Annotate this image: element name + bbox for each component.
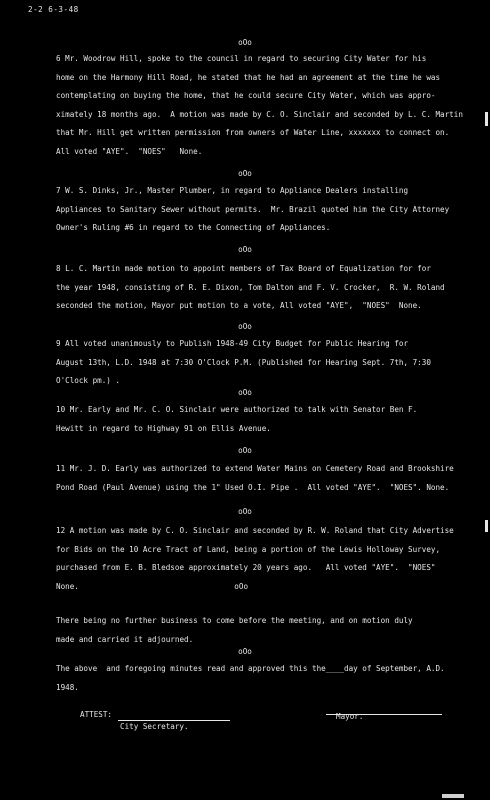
minutes-item-8: 8 L. C. Martin made motion to appoint members of Tax Board of Equalization for for the year 1948, consisting of R. E. Dixon, Tom Dalton and F. V. Crocker, R. W. Roland seconded the motion, Mayor put motion to a vote, All voted "AYE", "NOES" None. <box>56 264 445 311</box>
separator: oOo <box>238 322 252 331</box>
separator: oOo <box>238 647 252 656</box>
scan-edge-mark <box>485 520 488 532</box>
page-header: 2-2 6-3-48 <box>28 5 79 14</box>
separator: oOo <box>238 38 252 47</box>
minutes-item-7: 7 W. S. Dinks, Jr., Master Plumber, in regard to Appliance Dealers installing Appliances to Sanitary Sewer without permits. Mr. Brazil quoted him the City Attorney Owner's Ruling #6 in regard to the Connecting of Appliances. <box>56 186 450 233</box>
adjournment-paragraph: There being no further business to come before the meeting, and on motion duly made and carried it adjourned. <box>56 616 413 644</box>
approval-paragraph: The above and foregoing minutes read and approved this the____day of September, A.D. 1948. <box>56 664 445 692</box>
minutes-item-11: 11 Mr. J. D. Early was authorized to extend Water Mains on Cemetery Road and Brookshire Pond Road (Paul Avenue) using the 1" Used O.I. Pipe . All voted "AYE". "NOES". None. <box>56 464 454 492</box>
separator: oOo <box>238 169 252 178</box>
scan-edge-mark <box>485 112 488 126</box>
scan-artifact-mark <box>442 794 464 798</box>
separator: oOo <box>238 446 252 455</box>
minutes-item-10: 10 Mr. Early and Mr. C. O. Sinclair were authorized to talk with Senator Ben F. Hewitt in regard to Highway 91 on Ellis Avenue. <box>56 405 418 433</box>
separator: oOo <box>238 507 252 516</box>
separator: oOo <box>238 388 252 397</box>
attest-signature-line <box>118 720 230 721</box>
minutes-item-6: 6 Mr. Woodrow Hill, spoke to the council in regard to securing City Water for his home on the Harmony Hill Road, he stated that he had an agreement at the time he was contemplating on buying the home, that he could secure City Water, which was appro- ximately 18 months ago. A motion was made by C. O. Sinclair and seconded by L. C. Martin that Mr. Hill get written permission from owners of Water Line, xxxxxxx to connect on. All voted "AYE". "NOES" None. <box>56 54 463 156</box>
city-secretary-label: City Secretary. <box>120 722 189 731</box>
minutes-item-9: 9 All voted unanimously to Publish 1948-49 City Budget for Public Hearing for August 13th, L.D. 1948 at 7:30 O'Clock P.M. (Published for Hearing Sept. 7th, 7:30 O'Clock pm.) . <box>56 339 431 386</box>
minutes-item-12: 12 A motion was made by C. O. Sinclair and seconded by R. W. Roland that City Advertise for Bids on the 10 Acre Tract of Land, being a portion of the Lewis Holloway Survey, purchased from E. B. Bledsoe approximately 20 years ago. All voted "AYE". "NOES" None. oOo <box>56 526 454 591</box>
mayor-label: Mayor. <box>336 712 364 721</box>
attest-label: ATTEST: <box>80 710 113 719</box>
separator: oOo <box>238 245 252 254</box>
